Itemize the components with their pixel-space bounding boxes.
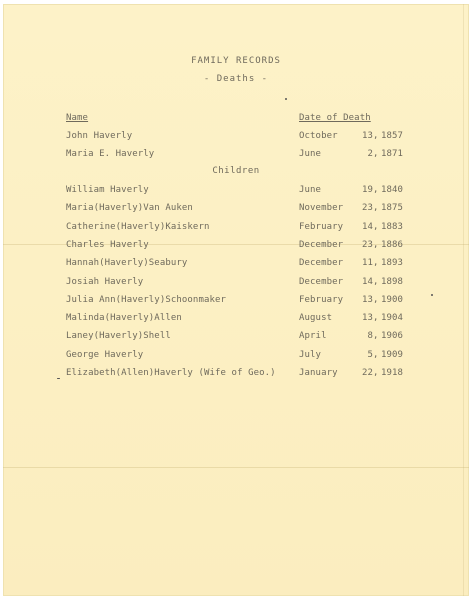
record-name: Julia Ann(Haverly)Schoonmaker	[66, 295, 227, 305]
record-name: Maria E. Haverly	[66, 149, 155, 159]
record-day: 5	[367, 350, 373, 360]
date-separator: ,	[373, 313, 379, 323]
record-row	[3, 185, 469, 199]
record-day: 13	[361, 313, 373, 323]
date-separator: ,	[373, 240, 379, 250]
ink-speck	[285, 98, 287, 100]
record-day: 22	[361, 368, 373, 378]
record-row	[3, 240, 469, 254]
record-name: Catherine(Haverly)Kaiskern	[66, 222, 210, 232]
record-name: Josiah Haverly	[66, 277, 144, 287]
page-subtitle: - Deaths -	[203, 74, 269, 84]
record-month: October	[299, 131, 338, 141]
record-year: 1918	[381, 368, 404, 378]
section-label-children: Children	[212, 166, 260, 176]
record-month: June	[299, 149, 322, 159]
record-day: 23	[361, 240, 373, 250]
record-name: George Haverly	[66, 350, 144, 360]
date-separator: ,	[373, 149, 379, 159]
date-separator: ,	[373, 131, 379, 141]
record-year: 1909	[381, 350, 404, 360]
record-name: Laney(Haverly)Shell	[66, 331, 171, 341]
record-row	[3, 203, 469, 217]
record-year: 1871	[381, 149, 404, 159]
date-separator: ,	[373, 368, 379, 378]
record-month: August	[299, 313, 333, 323]
date-separator: ,	[373, 222, 379, 232]
record-day: 8	[367, 331, 373, 341]
record-month: February	[299, 222, 344, 232]
record-name: Maria(Haverly)Van Auken	[66, 203, 193, 213]
record-name: John Haverly	[66, 131, 133, 141]
date-separator: ,	[373, 258, 379, 268]
date-separator: ,	[373, 295, 379, 305]
record-day: 13	[361, 131, 373, 141]
record-row	[3, 222, 469, 236]
record-year: 1875	[381, 203, 404, 213]
record-row	[3, 277, 469, 291]
record-year: 1906	[381, 331, 404, 341]
record-month: February	[299, 295, 344, 305]
page-title: FAMILY RECORDS	[191, 56, 281, 66]
record-day: 23	[361, 203, 373, 213]
record-row	[3, 258, 469, 272]
fold-line	[3, 467, 469, 468]
record-month: January	[299, 368, 338, 378]
record-year: 1857	[381, 131, 404, 141]
document-page	[3, 4, 469, 596]
record-row	[3, 350, 469, 364]
record-month: December	[299, 240, 344, 250]
record-name: Elizabeth(Allen)Haverly (Wife of Geo.)	[66, 368, 276, 378]
record-year: 1898	[381, 277, 404, 287]
record-month: November	[299, 203, 344, 213]
date-separator: ,	[373, 185, 379, 195]
record-year: 1904	[381, 313, 404, 323]
column-header-date: Date of Death	[299, 113, 371, 123]
record-day: 2	[367, 149, 373, 159]
record-year: 1893	[381, 258, 404, 268]
record-row	[3, 331, 469, 345]
record-name: William Haverly	[66, 185, 149, 195]
column-header-name: Name	[66, 113, 89, 123]
record-year: 1840	[381, 185, 404, 195]
record-name: Charles Haverly	[66, 240, 149, 250]
record-month: December	[299, 258, 344, 268]
record-year: 1883	[381, 222, 404, 232]
record-name: Hannah(Haverly)Seabury	[66, 258, 188, 268]
record-row	[3, 313, 469, 327]
record-row	[3, 368, 469, 382]
record-day: 19	[361, 185, 373, 195]
date-separator: ,	[373, 350, 379, 360]
record-day: 14	[361, 222, 373, 232]
date-separator: ,	[373, 277, 379, 287]
record-month: June	[299, 185, 322, 195]
record-day: 11	[361, 258, 373, 268]
date-separator: ,	[373, 331, 379, 341]
record-row	[3, 295, 469, 309]
record-day: 13	[361, 295, 373, 305]
record-row	[3, 131, 469, 145]
record-month: July	[299, 350, 322, 360]
date-separator: ,	[373, 203, 379, 213]
record-year: 1886	[381, 240, 404, 250]
record-row	[3, 149, 469, 163]
record-day: 14	[361, 277, 373, 287]
record-month: April	[299, 331, 327, 341]
record-month: December	[299, 277, 344, 287]
record-year: 1900	[381, 295, 404, 305]
record-name: Malinda(Haverly)Allen	[66, 313, 182, 323]
